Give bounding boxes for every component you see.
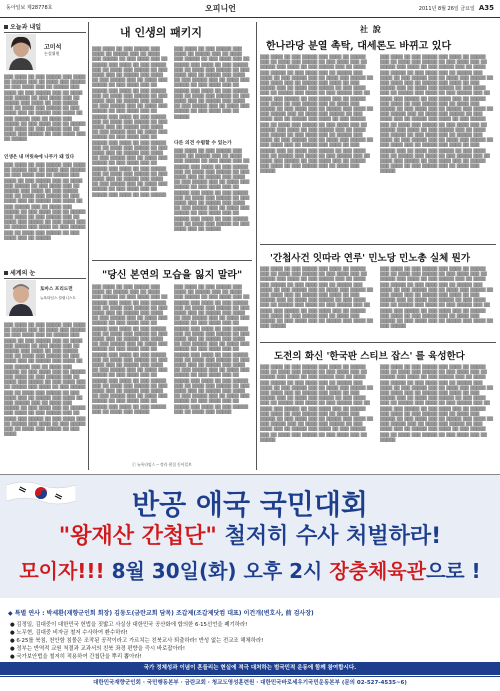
article2-title: "당신 본연의 모습을 잃지 말라" (102, 270, 243, 281)
editorial3-body-right: ▒▒▒ ▒▒▒▒ ▒▒ ▒▒▒ ▒▒▒▒▒ ▒▒▒ ▒▒▒▒ ▒▒ ▒▒▒▒▒ ▒▒▒ ▒▒ ▒▒▒▒ ▒▒▒ ▒▒▒▒▒ ▒▒ ▒▒▒ ▒▒▒▒ ▒▒▒ ▒▒ ▒▒▒▒▒ ▒▒▒ ▒▒▒▒ ▒▒ ▒▒▒ ▒▒▒▒▒ ▒▒▒ ▒▒ ▒▒▒▒ ▒▒▒ ▒▒▒▒▒ ▒▒ ▒▒▒ ▒▒▒▒ ▒▒▒ ▒▒ ▒▒▒▒▒ ▒▒▒ ▒▒▒▒ ▒▒ ▒▒▒ ▒▒▒▒▒ ▒▒▒ ▒▒ ▒▒▒▒ ▒▒▒ ▒▒▒▒▒ ▒▒ ▒▒▒ ▒▒▒▒ ▒▒▒ ▒▒ ▒▒▒▒▒ ▒▒▒ ▒▒▒▒ ▒▒ ▒▒▒ ▒▒▒▒▒ ▒▒▒ ▒▒ ▒▒▒▒ ▒▒▒ ▒▒▒▒▒ ▒▒ ▒▒▒ ▒▒▒▒ ▒▒▒ ▒▒ ▒▒▒▒▒ ▒▒▒ ▒▒▒▒ ▒▒ ▒▒▒ ▒▒▒▒▒ ▒▒▒ ▒▒ ▒▒▒▒ ▒▒▒ ▒▒▒▒▒ ▒▒ ▒▒▒ ▒▒▒▒ ▒▒▒ ▒▒ ▒▒▒▒▒ ▒▒▒ ▒▒▒▒ ▒▒ ▒▒▒ ▒▒▒▒▒ ▒▒▒ ▒▒ ▒▒▒▒ ▒▒▒ ▒▒▒▒▒ ▒▒ ▒▒▒ ▒▒▒▒ ▒▒▒ ▒▒ ▒▒▒▒▒ ▒▒▒ ▒▒▒▒ ▒▒ ▒▒▒ ▒▒▒▒▒ ▒▒▒ ▒▒ ▒▒▒▒ ▒▒▒ ▒▒▒▒▒ ▒▒ ▒▒▒ ▒▒▒▒ ▒▒▒ ▒▒ ▒▒▒▒▒ ▒▒▒ ▒▒▒▒ ▒▒ ▒▒▒ ▒▒▒▒▒ ▒▒▒ ▒▒ ▒▒▒▒ ▒▒▒ ▒▒▒▒▒ ▒▒ ▒▒▒ ▒▒▒▒ ▒▒▒ ▒▒ ▒▒▒▒▒ (380, 364, 493, 442)
editorial-divider-2 (260, 342, 496, 343)
column2-label: 세계의 눈 (4, 268, 86, 279)
author2-name: 토마스 프리드먼 (40, 287, 73, 292)
editorial-label: 社 說 (360, 24, 382, 34)
masthead-left: 동아일보 제28778호 (6, 5, 53, 11)
call-highlight: 모이자!!! (19, 559, 105, 583)
section-title: 오피니언 (205, 4, 236, 13)
article1-body-right-bottom: ▒▒▒ ▒▒▒▒ ▒▒ ▒▒▒ ▒▒▒▒▒ ▒▒▒ ▒▒▒▒ ▒▒ ▒▒▒▒▒ ▒▒▒ ▒▒ ▒▒▒▒ ▒▒▒ ▒▒▒▒▒ ▒▒ ▒▒▒ ▒▒▒▒ ▒▒▒ ▒▒ ▒▒▒▒▒ ▒▒▒ ▒▒▒▒ ▒▒ ▒▒▒ ▒▒▒▒▒ ▒▒▒ ▒▒ ▒▒▒▒ ▒▒▒ ▒▒▒▒▒ ▒▒ ▒▒▒ ▒▒▒▒ ▒▒▒ ▒▒ ▒▒▒▒▒ ▒▒▒ ▒▒▒▒ ▒▒ ▒▒▒ ▒▒▒▒▒ ▒▒▒ ▒▒ ▒▒▒▒ ▒▒▒ ▒▒▒▒▒ ▒▒ ▒▒▒ ▒▒▒▒ ▒▒▒ ▒▒ ▒▒▒▒▒ ▒▒▒ ▒▒▒▒ ▒▒ ▒▒▒ ▒▒▒▒▒ ▒▒▒ ▒▒ ▒▒▒▒ ▒▒▒ ▒▒▒▒▒ ▒▒ ▒▒▒ ▒▒▒▒ ▒▒▒ ▒▒ ▒▒▒▒▒ ▒▒▒ ▒▒▒▒ ▒▒ ▒▒▒ ▒▒▒▒▒ ▒▒▒ ▒▒ ▒▒▒▒ ▒▒▒ ▒▒▒▒▒ ▒▒ ▒▒▒ ▒▒▒▒ ▒▒▒ ▒▒ ▒▒▒▒▒ ▒▒▒ ▒▒▒▒ ▒▒ ▒▒▒ ▒▒▒▒▒ ▒▒▒ ▒▒ ▒▒▒▒ ▒▒▒ ▒▒▒▒▒ ▒▒ ▒▒▒ ▒▒▒▒ ▒▒▒ ▒▒ ▒▒▒▒▒ (174, 148, 250, 232)
rally-advertisement (0, 474, 500, 691)
editorial3-title: 도전의 화신 '한국판 스티브 잡스' 를 육성한다 (274, 351, 465, 362)
column-label: 오늘과 내일 (4, 22, 86, 33)
editorial2-title: '간첩사건 잇따라 연루' 민노당 민노총 실체 뭔가 (270, 253, 471, 264)
call-end: 으로 ! (425, 559, 481, 583)
author-name: 고미석 (44, 44, 62, 51)
bullet-2: ● 노무현, 김대중 비자금 철저 수사하여 환수하라! (10, 630, 128, 636)
editorial-section (260, 22, 496, 472)
column-body-1: ▒▒▒ ▒▒▒▒ ▒▒ ▒▒▒ ▒▒▒▒▒ ▒▒▒ ▒▒▒▒ ▒▒ ▒▒▒▒▒ ▒▒▒ ▒▒ ▒▒▒▒ ▒▒▒ ▒▒▒▒▒ ▒▒ ▒▒▒ ▒▒▒▒ ▒▒▒ ▒▒ ▒▒▒▒▒ ▒▒▒ ▒▒▒▒ ▒▒ ▒▒▒ ▒▒▒▒▒ ▒▒▒ ▒▒ ▒▒▒▒ ▒▒▒ ▒▒▒▒▒ ▒▒ ▒▒▒ ▒▒▒▒ ▒▒▒ ▒▒ ▒▒▒▒▒ ▒▒▒ ▒▒▒▒ ▒▒ ▒▒▒ ▒▒▒▒▒ ▒▒▒ ▒▒ ▒▒▒▒ ▒▒▒ ▒▒▒▒▒ ▒▒ ▒▒▒ ▒▒▒▒ ▒▒▒ ▒▒ ▒▒▒▒▒ ▒▒▒ ▒▒▒▒ ▒▒ ▒▒▒ ▒▒▒▒▒ ▒▒▒ ▒▒ ▒▒▒▒ ▒▒▒ ▒▒▒▒▒ ▒▒ ▒▒▒ ▒▒▒▒ ▒▒▒ ▒▒ ▒▒▒▒▒ ▒▒▒ ▒▒▒▒ ▒▒ ▒▒▒ ▒▒▒▒▒ ▒▒▒ ▒▒ ▒▒▒▒ ▒▒▒ ▒▒▒▒▒ ▒▒ ▒▒▒ ▒▒▒▒ ▒▒▒ ▒▒ ▒▒▒▒▒ (4, 74, 86, 142)
article1-body-left: ▒▒▒ ▒▒▒▒ ▒▒ ▒▒▒ ▒▒▒▒▒ ▒▒▒ ▒▒▒▒ ▒▒ ▒▒▒▒▒ ▒▒▒ ▒▒ ▒▒▒▒ ▒▒▒ ▒▒▒▒▒ ▒▒ ▒▒▒ ▒▒▒▒ ▒▒▒ ▒▒ ▒▒▒▒▒ ▒▒▒ ▒▒▒▒ ▒▒ ▒▒▒ ▒▒▒▒▒ ▒▒▒ ▒▒ ▒▒▒▒ ▒▒▒ ▒▒▒▒▒ ▒▒ ▒▒▒ ▒▒▒▒ ▒▒▒ ▒▒ ▒▒▒▒▒ ▒▒▒ ▒▒▒▒ ▒▒ ▒▒▒ ▒▒▒▒▒ ▒▒▒ ▒▒ ▒▒▒▒ ▒▒▒ ▒▒▒▒▒ ▒▒ ▒▒▒ ▒▒▒▒ ▒▒▒ ▒▒ ▒▒▒▒▒ ▒▒▒ ▒▒▒▒ ▒▒ ▒▒▒ ▒▒▒▒▒ ▒▒▒ ▒▒ ▒▒▒▒ ▒▒▒ ▒▒▒▒▒ ▒▒ ▒▒▒ ▒▒▒▒ ▒▒▒ ▒▒ ▒▒▒▒▒ ▒▒▒ ▒▒▒▒ ▒▒ ▒▒▒ ▒▒▒▒▒ ▒▒▒ ▒▒ ▒▒▒▒ ▒▒▒ ▒▒▒▒▒ ▒▒ ▒▒▒ ▒▒▒▒ ▒▒▒ ▒▒ ▒▒▒▒▒ ▒▒▒ ▒▒▒▒ ▒▒ ▒▒▒ ▒▒▒▒▒ ▒▒▒ ▒▒ ▒▒▒▒ ▒▒▒ ▒▒▒▒▒ ▒▒ ▒▒▒ ▒▒▒▒ ▒▒▒ ▒▒ ▒▒▒▒▒ ▒▒▒ ▒▒▒▒ ▒▒ ▒▒▒ ▒▒▒▒▒ ▒▒▒ ▒▒ ▒▒▒▒ ▒▒▒ ▒▒▒▒▒ ▒▒ ▒▒▒ ▒▒▒▒ ▒▒▒ ▒▒ ▒▒▒▒▒ ▒▒▒ ▒▒▒▒ ▒▒ ▒▒▒ ▒▒▒▒▒ ▒▒▒ ▒▒ ▒▒▒▒ ▒▒▒ ▒▒▒▒▒ ▒▒ ▒▒▒ ▒▒▒▒ ▒▒▒ ▒▒ ▒▒▒▒▒ ▒▒▒ ▒▒▒▒ ▒▒ ▒▒▒ ▒▒▒▒▒ ▒▒▒ ▒▒ ▒▒▒▒ ▒▒▒ ▒▒▒▒▒ ▒▒ ▒▒▒ ▒▒▒▒ ▒▒▒ ▒▒ ▒▒▒▒▒ ▒▒▒ ▒▒▒▒ ▒▒ ▒▒▒ ▒▒▒▒▒ ▒▒▒ ▒▒ ▒▒▒▒ ▒▒▒ ▒▒▒▒▒ ▒▒ ▒▒▒ ▒▒▒▒ ▒▒▒ ▒▒ ▒▒▒▒▒ ▒▒▒ ▒▒▒▒ ▒▒ ▒▒▒ ▒▒▒▒▒ ▒▒▒ ▒▒ ▒▒▒▒ ▒▒▒ ▒▒▒▒▒ ▒▒ ▒▒▒ ▒▒▒▒ ▒▒▒ ▒▒ ▒▒▒▒▒ ▒▒▒ ▒▒▒▒ ▒▒ ▒▒▒ ▒▒▒▒▒ (92, 46, 168, 197)
editorial-divider-1 (260, 244, 496, 245)
editorial1-body-right: ▒▒▒ ▒▒▒▒ ▒▒ ▒▒▒ ▒▒▒▒▒ ▒▒▒ ▒▒▒▒ ▒▒ ▒▒▒▒▒ ▒▒▒ ▒▒ ▒▒▒▒ ▒▒▒ ▒▒▒▒▒ ▒▒ ▒▒▒ ▒▒▒▒ ▒▒▒ ▒▒ ▒▒▒▒▒ ▒▒▒ ▒▒▒▒ ▒▒ ▒▒▒ ▒▒▒▒▒ ▒▒▒ ▒▒ ▒▒▒▒ ▒▒▒ ▒▒▒▒▒ ▒▒ ▒▒▒ ▒▒▒▒ ▒▒▒ ▒▒ ▒▒▒▒▒ ▒▒▒ ▒▒▒▒ ▒▒ ▒▒▒ ▒▒▒▒▒ ▒▒▒ ▒▒ ▒▒▒▒ ▒▒▒ ▒▒▒▒▒ ▒▒ ▒▒▒ ▒▒▒▒ ▒▒▒ ▒▒ ▒▒▒▒▒ ▒▒▒ ▒▒▒▒ ▒▒ ▒▒▒ ▒▒▒▒▒ ▒▒▒ ▒▒ ▒▒▒▒ ▒▒▒ ▒▒▒▒▒ ▒▒ ▒▒▒ ▒▒▒▒ ▒▒▒ ▒▒ ▒▒▒▒▒ ▒▒▒ ▒▒▒▒ ▒▒ ▒▒▒ ▒▒▒▒▒ ▒▒▒ ▒▒ ▒▒▒▒ ▒▒▒ ▒▒▒▒▒ ▒▒ ▒▒▒ ▒▒▒▒ ▒▒▒ ▒▒ ▒▒▒▒▒ ▒▒▒ ▒▒▒▒ ▒▒ ▒▒▒ ▒▒▒▒▒ ▒▒▒ ▒▒ ▒▒▒▒ ▒▒▒ ▒▒▒▒▒ ▒▒ ▒▒▒ ▒▒▒▒ ▒▒▒ ▒▒ ▒▒▒▒▒ ▒▒▒ ▒▒▒▒ ▒▒ ▒▒▒ ▒▒▒▒▒ ▒▒▒ ▒▒ ▒▒▒▒ ▒▒▒ ▒▒▒▒▒ ▒▒ ▒▒▒ ▒▒▒▒ ▒▒▒ ▒▒ ▒▒▒▒▒ ▒▒▒ ▒▒▒▒ ▒▒ ▒▒▒ ▒▒▒▒▒ ▒▒▒ ▒▒ ▒▒▒▒ ▒▒▒ ▒▒▒▒▒ ▒▒ ▒▒▒ ▒▒▒▒ ▒▒▒ ▒▒ ▒▒▒▒▒ ▒▒▒ ▒▒▒▒ ▒▒ ▒▒▒ ▒▒▒▒▒ ▒▒▒ ▒▒ ▒▒▒▒ ▒▒▒ ▒▒▒▒▒ ▒▒ ▒▒▒ ▒▒▒▒ ▒▒▒ ▒▒ ▒▒▒▒▒ ▒▒▒ ▒▒▒▒ ▒▒ ▒▒▒ ▒▒▒▒▒ ▒▒▒ ▒▒ ▒▒▒▒ ▒▒▒ ▒▒▒▒▒ ▒▒ ▒▒▒ ▒▒▒▒ ▒▒▒ ▒▒ ▒▒▒▒▒ ▒▒▒ ▒▒▒▒ ▒▒ ▒▒▒ ▒▒▒▒▒ ▒▒▒ ▒▒ ▒▒▒▒ ▒▒▒ ▒▒▒▒▒ ▒▒ ▒▒▒ ▒▒▒▒ ▒▒▒ ▒▒ ▒▒▒▒▒ ▒▒▒ ▒▒▒▒ ▒▒ ▒▒▒ ▒▒▒▒▒ ▒▒▒ ▒▒ ▒▒▒▒ ▒▒▒ ▒▒▒▒▒ ▒▒ ▒▒▒ ▒▒▒▒ ▒▒▒ ▒▒ ▒▒▒▒▒ ▒▒▒ ▒▒▒▒ ▒▒ ▒▒▒ ▒▒▒▒▒ ▒▒▒ ▒▒ ▒▒▒▒ ▒▒▒ ▒▒▒▒▒ (380, 54, 493, 174)
article1-subhead: 다른 의견 수렴할 수 있는가 (174, 140, 232, 146)
column2-body: ▒▒▒ ▒▒▒▒ ▒▒ ▒▒▒ ▒▒▒▒▒ ▒▒▒ ▒▒▒▒ ▒▒ ▒▒▒▒▒ ▒▒▒ ▒▒ ▒▒▒▒ ▒▒▒ ▒▒▒▒▒ ▒▒ ▒▒▒ ▒▒▒▒ ▒▒▒ ▒▒ ▒▒▒▒▒ ▒▒▒ ▒▒▒▒ ▒▒ ▒▒▒ ▒▒▒▒▒ ▒▒▒ ▒▒ ▒▒▒▒ ▒▒▒ ▒▒▒▒▒ ▒▒ ▒▒▒ ▒▒▒▒ ▒▒▒ ▒▒ ▒▒▒▒▒ ▒▒▒ ▒▒▒▒ ▒▒ ▒▒▒ ▒▒▒▒▒ ▒▒▒ ▒▒ ▒▒▒▒ ▒▒▒ ▒▒▒▒▒ ▒▒ ▒▒▒ ▒▒▒▒ ▒▒▒ ▒▒ ▒▒▒▒▒ ▒▒▒ ▒▒▒▒ ▒▒ ▒▒▒ ▒▒▒▒▒ ▒▒▒ ▒▒ ▒▒▒▒ ▒▒▒ ▒▒▒▒▒ ▒▒ ▒▒▒ ▒▒▒▒ ▒▒▒ ▒▒ ▒▒▒▒▒ ▒▒▒ ▒▒▒▒ ▒▒ ▒▒▒ ▒▒▒▒▒ ▒▒▒ ▒▒ ▒▒▒▒ ▒▒▒ ▒▒▒▒▒ ▒▒ ▒▒▒ ▒▒▒▒ ▒▒▒ ▒▒ ▒▒▒▒▒ ▒▒▒ ▒▒▒▒ ▒▒ ▒▒▒ ▒▒▒▒▒ ▒▒▒ ▒▒ ▒▒▒▒ ▒▒▒ ▒▒▒▒▒ ▒▒ ▒▒▒ ▒▒▒▒ ▒▒▒ ▒▒ ▒▒▒▒▒ ▒▒▒ ▒▒▒▒ ▒▒ ▒▒▒ ▒▒▒▒▒ ▒▒▒ ▒▒ ▒▒▒▒ ▒▒▒ ▒▒▒▒▒ ▒▒ ▒▒▒ ▒▒▒▒ ▒▒▒ ▒▒ ▒▒▒▒▒ ▒▒▒ ▒▒▒▒ ▒▒ ▒▒▒ ▒▒▒▒▒ ▒▒▒ ▒▒ ▒▒▒▒ ▒▒▒ ▒▒▒▒▒ ▒▒ ▒▒▒ ▒▒▒▒ ▒▒▒ ▒▒ ▒▒▒▒▒ ▒▒▒ ▒▒▒▒ ▒▒ ▒▒▒ ▒▒▒▒▒ ▒▒▒ ▒▒ ▒▒▒▒ ▒▒▒ ▒▒▒▒▒ ▒▒ ▒▒▒ ▒▒▒▒ (4, 322, 86, 437)
author2-photo (6, 280, 36, 316)
page-number: A35 (478, 4, 494, 12)
column-main-opinion (92, 22, 252, 472)
column-body-2: ▒▒▒ ▒▒▒▒ ▒▒ ▒▒▒ ▒▒▒▒▒ ▒▒▒ ▒▒▒▒ ▒▒ ▒▒▒▒▒ ▒▒▒ ▒▒ ▒▒▒▒ ▒▒▒ ▒▒▒▒▒ ▒▒ ▒▒▒ ▒▒▒▒ ▒▒▒ ▒▒ ▒▒▒▒▒ ▒▒▒ ▒▒▒▒ ▒▒ ▒▒▒ ▒▒▒▒▒ ▒▒▒ ▒▒ ▒▒▒▒ ▒▒▒ ▒▒▒▒▒ ▒▒ ▒▒▒ ▒▒▒▒ ▒▒▒ ▒▒ ▒▒▒▒▒ ▒▒▒ ▒▒▒▒ ▒▒ ▒▒▒ ▒▒▒▒▒ ▒▒▒ ▒▒ ▒▒▒▒ ▒▒▒ ▒▒▒▒▒ ▒▒ ▒▒▒ ▒▒▒▒ ▒▒▒ ▒▒ ▒▒▒▒▒ ▒▒▒ ▒▒▒▒ ▒▒ ▒▒▒ ▒▒▒▒▒ ▒▒▒ ▒▒ ▒▒▒▒ ▒▒▒ ▒▒▒▒▒ ▒▒ ▒▒▒ ▒▒▒▒ ▒▒▒ ▒▒ ▒▒▒▒▒ ▒▒▒ ▒▒▒▒ ▒▒ ▒▒▒ ▒▒▒▒▒ ▒▒▒ ▒▒ ▒▒▒▒ ▒▒▒ ▒▒▒▒▒ ▒▒ ▒▒▒ ▒▒▒▒ ▒▒▒ ▒▒ ▒▒▒▒▒ ▒▒▒ ▒▒▒▒ ▒▒ ▒▒▒ ▒▒▒▒▒ ▒▒▒ ▒▒ ▒▒▒▒ ▒▒▒ ▒▒▒▒▒ ▒▒ ▒▒▒ ▒▒▒▒ ▒▒▒ ▒▒ ▒▒▒▒▒ (4, 162, 86, 240)
call-date: 8월 30일(화) 오후 2시 (104, 559, 330, 583)
editorial1-body-left: ▒▒▒ ▒▒▒▒ ▒▒ ▒▒▒ ▒▒▒▒▒ ▒▒▒ ▒▒▒▒ ▒▒ ▒▒▒▒▒ ▒▒▒ ▒▒ ▒▒▒▒ ▒▒▒ ▒▒▒▒▒ ▒▒ ▒▒▒ ▒▒▒▒ ▒▒▒ ▒▒ ▒▒▒▒▒ ▒▒▒ ▒▒▒▒ ▒▒ ▒▒▒ ▒▒▒▒▒ ▒▒▒ ▒▒ ▒▒▒▒ ▒▒▒ ▒▒▒▒▒ ▒▒ ▒▒▒ ▒▒▒▒ ▒▒▒ ▒▒ ▒▒▒▒▒ ▒▒▒ ▒▒▒▒ ▒▒ ▒▒▒ ▒▒▒▒▒ ▒▒▒ ▒▒ ▒▒▒▒ ▒▒▒ ▒▒▒▒▒ ▒▒ ▒▒▒ ▒▒▒▒ ▒▒▒ ▒▒ ▒▒▒▒▒ ▒▒▒ ▒▒▒▒ ▒▒ ▒▒▒ ▒▒▒▒▒ ▒▒▒ ▒▒ ▒▒▒▒ ▒▒▒ ▒▒▒▒▒ ▒▒ ▒▒▒ ▒▒▒▒ ▒▒▒ ▒▒ ▒▒▒▒▒ ▒▒▒ ▒▒▒▒ ▒▒ ▒▒▒ ▒▒▒▒▒ ▒▒▒ ▒▒ ▒▒▒▒ ▒▒▒ ▒▒▒▒▒ ▒▒ ▒▒▒ ▒▒▒▒ ▒▒▒ ▒▒ ▒▒▒▒▒ ▒▒▒ ▒▒▒▒ ▒▒ ▒▒▒ ▒▒▒▒▒ ▒▒▒ ▒▒ ▒▒▒▒ ▒▒▒ ▒▒▒▒▒ ▒▒ ▒▒▒ ▒▒▒▒ ▒▒▒ ▒▒ ▒▒▒▒▒ ▒▒▒ ▒▒▒▒ ▒▒ ▒▒▒ ▒▒▒▒▒ ▒▒▒ ▒▒ ▒▒▒▒ ▒▒▒ ▒▒▒▒▒ ▒▒ ▒▒▒ ▒▒▒▒ ▒▒▒ ▒▒ ▒▒▒▒▒ ▒▒▒ ▒▒▒▒ ▒▒ ▒▒▒ ▒▒▒▒▒ ▒▒▒ ▒▒ ▒▒▒▒ ▒▒▒ ▒▒▒▒▒ ▒▒ ▒▒▒ ▒▒▒▒ ▒▒▒ ▒▒ ▒▒▒▒▒ ▒▒▒ ▒▒▒▒ ▒▒ ▒▒▒ ▒▒▒▒▒ ▒▒▒ ▒▒ ▒▒▒▒ ▒▒▒ ▒▒▒▒▒ ▒▒ ▒▒▒ ▒▒▒▒ ▒▒▒ ▒▒ ▒▒▒▒▒ ▒▒▒ ▒▒▒▒ ▒▒ ▒▒▒ ▒▒▒▒▒ ▒▒▒ ▒▒ ▒▒▒▒ ▒▒▒ ▒▒▒▒▒ ▒▒ ▒▒▒ ▒▒▒▒ ▒▒▒ ▒▒ ▒▒▒▒▒ ▒▒▒ ▒▒▒▒ ▒▒ ▒▒▒ ▒▒▒▒▒ ▒▒▒ ▒▒ ▒▒▒▒ ▒▒▒ ▒▒▒▒▒ ▒▒ ▒▒▒ ▒▒▒▒ ▒▒▒ ▒▒ ▒▒▒▒▒ ▒▒▒ ▒▒▒▒ ▒▒ ▒▒▒ ▒▒▒▒▒ ▒▒▒ ▒▒ ▒▒▒▒ ▒▒▒ ▒▒▒▒▒ ▒▒ ▒▒▒ ▒▒▒▒ ▒▒▒ ▒▒ ▒▒▒▒▒ ▒▒▒ ▒▒▒▒ ▒▒ ▒▒▒ ▒▒▒▒▒ ▒▒▒ ▒▒ ▒▒▒▒ ▒▒▒ ▒▒▒▒▒ (260, 54, 373, 174)
article1-title: 내 인생의 패키지 (120, 26, 203, 39)
issue-date: 2011년 8월 26일 금요일 (418, 6, 475, 12)
rally-title: 반공 애국 국민대회 (132, 488, 368, 521)
banner-footer-slogan: 국가 정체성과 이념이 흔들리는 현실에 적극 대처하는 범국민적 운동에 함께 참여합시다. (0, 662, 500, 675)
call-place: 장충체육관 (329, 559, 426, 583)
banner-footer-organizers: 대한민국재향군인회 · 국민행동본부 · 금란교회 · 청교도영성훈련원 · 대한민국바로세우기국민운동본부 (문의 02-527-4535~6) (0, 676, 500, 689)
slogan-rest: 철저히 수사 처벌하라! (216, 524, 442, 549)
slogan-highlight: "왕재산 간첩단" (58, 524, 217, 549)
speakers-line: ◆ 특별 연사 : 박세환(재향군인회 회장) 김동도(금란교회 담목) 조갑제(조갑제닷컴 대표) 이건개(변호사, 前 검사장) (8, 610, 314, 617)
column-subhead: 인생은 내 머릿속에 나무가 돼 있다 (4, 155, 75, 160)
banner-headline-area (0, 474, 500, 598)
banner-details (0, 598, 500, 691)
article2-body-right: ▒▒▒ ▒▒▒▒ ▒▒ ▒▒▒ ▒▒▒▒▒ ▒▒▒ ▒▒▒▒ ▒▒ ▒▒▒▒▒ ▒▒▒ ▒▒ ▒▒▒▒ ▒▒▒ ▒▒▒▒▒ ▒▒ ▒▒▒ ▒▒▒▒ ▒▒▒ ▒▒ ▒▒▒▒▒ ▒▒▒ ▒▒▒▒ ▒▒ ▒▒▒ ▒▒▒▒▒ ▒▒▒ ▒▒ ▒▒▒▒ ▒▒▒ ▒▒▒▒▒ ▒▒ ▒▒▒ ▒▒▒▒ ▒▒▒ ▒▒ ▒▒▒▒▒ ▒▒▒ ▒▒▒▒ ▒▒ ▒▒▒ ▒▒▒▒▒ ▒▒▒ ▒▒ ▒▒▒▒ ▒▒▒ ▒▒▒▒▒ ▒▒ ▒▒▒ ▒▒▒▒ ▒▒▒ ▒▒ ▒▒▒▒▒ ▒▒▒ ▒▒▒▒ ▒▒ ▒▒▒ ▒▒▒▒▒ ▒▒▒ ▒▒ ▒▒▒▒ ▒▒▒ ▒▒▒▒▒ ▒▒ ▒▒▒ ▒▒▒▒ ▒▒▒ ▒▒ ▒▒▒▒▒ ▒▒▒ ▒▒▒▒ ▒▒ ▒▒▒ ▒▒▒▒▒ ▒▒▒ ▒▒ ▒▒▒▒ ▒▒▒ ▒▒▒▒▒ ▒▒ ▒▒▒ ▒▒▒▒ ▒▒▒ ▒▒ ▒▒▒▒▒ ▒▒▒ ▒▒▒▒ ▒▒ ▒▒▒ ▒▒▒▒▒ ▒▒▒ ▒▒ ▒▒▒▒ ▒▒▒ ▒▒▒▒▒ ▒▒ ▒▒▒ ▒▒▒▒ ▒▒▒ ▒▒ ▒▒▒▒▒ ▒▒▒ ▒▒▒▒ ▒▒ ▒▒▒ ▒▒▒▒▒ ▒▒▒ ▒▒ ▒▒▒▒ ▒▒▒ ▒▒▒▒▒ ▒▒ ▒▒▒ ▒▒▒▒ ▒▒▒ ▒▒ ▒▒▒▒▒ ▒▒▒ ▒▒▒▒ ▒▒ ▒▒▒ ▒▒▒▒▒ ▒▒▒ ▒▒ ▒▒▒▒ ▒▒▒ ▒▒▒▒▒ ▒▒ ▒▒▒ ▒▒▒▒ ▒▒▒ ▒▒ ▒▒▒▒▒ ▒▒▒ ▒▒▒▒ ▒▒ ▒▒▒ ▒▒▒▒▒ ▒▒▒ ▒▒ ▒▒▒▒ ▒▒▒ ▒▒▒▒▒ ▒▒ ▒▒▒ ▒▒▒▒ ▒▒▒ ▒▒ ▒▒▒▒▒ ▒▒▒ ▒▒▒▒ ▒▒ ▒▒▒ ▒▒▒▒▒ ▒▒▒ ▒▒ ▒▒▒▒ ▒▒▒ ▒▒▒▒▒ (174, 284, 250, 414)
date-page (419, 4, 494, 12)
rally-call (0, 555, 500, 584)
bullet-4: ● 정부는 반역적 교원 척결과 교과서의 친북 좌경 편향을 즉시 바로잡아라! (10, 646, 186, 652)
bullet-3: ● 6·25를 북침, 천안함 침몰은 조작된 공작이라고 가르치는 친북교사 퇴출하라! 반성 없는 전교조 해체하라! (10, 638, 264, 644)
author-title: 논설위원 (44, 51, 60, 56)
column-today-tomorrow (4, 22, 86, 472)
editorial3-body-left: ▒▒▒ ▒▒▒▒ ▒▒ ▒▒▒ ▒▒▒▒▒ ▒▒▒ ▒▒▒▒ ▒▒ ▒▒▒▒▒ ▒▒▒ ▒▒ ▒▒▒▒ ▒▒▒ ▒▒▒▒▒ ▒▒ ▒▒▒ ▒▒▒▒ ▒▒▒ ▒▒ ▒▒▒▒▒ ▒▒▒ ▒▒▒▒ ▒▒ ▒▒▒ ▒▒▒▒▒ ▒▒▒ ▒▒ ▒▒▒▒ ▒▒▒ ▒▒▒▒▒ ▒▒ ▒▒▒ ▒▒▒▒ ▒▒▒ ▒▒ ▒▒▒▒▒ ▒▒▒ ▒▒▒▒ ▒▒ ▒▒▒ ▒▒▒▒▒ ▒▒▒ ▒▒ ▒▒▒▒ ▒▒▒ ▒▒▒▒▒ ▒▒ ▒▒▒ ▒▒▒▒ ▒▒▒ ▒▒ ▒▒▒▒▒ ▒▒▒ ▒▒▒▒ ▒▒ ▒▒▒ ▒▒▒▒▒ ▒▒▒ ▒▒ ▒▒▒▒ ▒▒▒ ▒▒▒▒▒ ▒▒ ▒▒▒ ▒▒▒▒ ▒▒▒ ▒▒ ▒▒▒▒▒ ▒▒▒ ▒▒▒▒ ▒▒ ▒▒▒ ▒▒▒▒▒ ▒▒▒ ▒▒ ▒▒▒▒ ▒▒▒ ▒▒▒▒▒ ▒▒ ▒▒▒ ▒▒▒▒ ▒▒▒ ▒▒ ▒▒▒▒▒ ▒▒▒ ▒▒▒▒ ▒▒ ▒▒▒ ▒▒▒▒▒ ▒▒▒ ▒▒ ▒▒▒▒ ▒▒▒ ▒▒▒▒▒ ▒▒ ▒▒▒ ▒▒▒▒ ▒▒▒ ▒▒ ▒▒▒▒▒ ▒▒▒ ▒▒▒▒ ▒▒ ▒▒▒ ▒▒▒▒▒ ▒▒▒ ▒▒ ▒▒▒▒ ▒▒▒ ▒▒▒▒▒ ▒▒ ▒▒▒ ▒▒▒▒ ▒▒▒ ▒▒ ▒▒▒▒▒ ▒▒▒ ▒▒▒▒ ▒▒ ▒▒▒ ▒▒▒▒▒ ▒▒▒ ▒▒ ▒▒▒▒ ▒▒▒ ▒▒▒▒▒ ▒▒ ▒▒▒ ▒▒▒▒ ▒▒▒ ▒▒ ▒▒▒▒▒ (260, 364, 373, 442)
article2-credit: ⓒ 뉴욕타임스 ─ 정리·편집 동아일보 (132, 462, 192, 467)
article2-body-left: ▒▒▒ ▒▒▒▒ ▒▒ ▒▒▒ ▒▒▒▒▒ ▒▒▒ ▒▒▒▒ ▒▒ ▒▒▒▒▒ ▒▒▒ ▒▒ ▒▒▒▒ ▒▒▒ ▒▒▒▒▒ ▒▒ ▒▒▒ ▒▒▒▒ ▒▒▒ ▒▒ ▒▒▒▒▒ ▒▒▒ ▒▒▒▒ ▒▒ ▒▒▒ ▒▒▒▒▒ ▒▒▒ ▒▒ ▒▒▒▒ ▒▒▒ ▒▒▒▒▒ ▒▒ ▒▒▒ ▒▒▒▒ ▒▒▒ ▒▒ ▒▒▒▒▒ ▒▒▒ ▒▒▒▒ ▒▒ ▒▒▒ ▒▒▒▒▒ ▒▒▒ ▒▒ ▒▒▒▒ ▒▒▒ ▒▒▒▒▒ ▒▒ ▒▒▒ ▒▒▒▒ ▒▒▒ ▒▒ ▒▒▒▒▒ ▒▒▒ ▒▒▒▒ ▒▒ ▒▒▒ ▒▒▒▒▒ ▒▒▒ ▒▒ ▒▒▒▒ ▒▒▒ ▒▒▒▒▒ ▒▒ ▒▒▒ ▒▒▒▒ ▒▒▒ ▒▒ ▒▒▒▒▒ ▒▒▒ ▒▒▒▒ ▒▒ ▒▒▒ ▒▒▒▒▒ ▒▒▒ ▒▒ ▒▒▒▒ ▒▒▒ ▒▒▒▒▒ ▒▒ ▒▒▒ ▒▒▒▒ ▒▒▒ ▒▒ ▒▒▒▒▒ ▒▒▒ ▒▒▒▒ ▒▒ ▒▒▒ ▒▒▒▒▒ ▒▒▒ ▒▒ ▒▒▒▒ ▒▒▒ ▒▒▒▒▒ ▒▒ ▒▒▒ ▒▒▒▒ ▒▒▒ ▒▒ ▒▒▒▒▒ ▒▒▒ ▒▒▒▒ ▒▒ ▒▒▒ ▒▒▒▒▒ ▒▒▒ ▒▒ ▒▒▒▒ ▒▒▒ ▒▒▒▒▒ ▒▒ ▒▒▒ ▒▒▒▒ ▒▒▒ ▒▒ ▒▒▒▒▒ ▒▒▒ ▒▒▒▒ ▒▒ ▒▒▒ ▒▒▒▒▒ ▒▒▒ ▒▒ ▒▒▒▒ ▒▒▒ ▒▒▒▒▒ ▒▒ ▒▒▒ ▒▒▒▒ ▒▒▒ ▒▒ ▒▒▒▒▒ ▒▒▒ ▒▒▒▒ ▒▒ ▒▒▒ ▒▒▒▒▒ ▒▒▒ ▒▒ ▒▒▒▒ ▒▒▒ ▒▒▒▒▒ ▒▒ ▒▒▒ ▒▒▒▒ ▒▒▒ ▒▒ ▒▒▒▒▒ ▒▒▒ ▒▒▒▒ ▒▒ ▒▒▒ ▒▒▒▒▒ ▒▒▒ ▒▒ ▒▒▒▒ ▒▒▒ ▒▒▒▒▒ (92, 284, 168, 414)
article1-body-right-top: ▒▒▒ ▒▒▒▒ ▒▒ ▒▒▒ ▒▒▒▒▒ ▒▒▒ ▒▒▒▒ ▒▒ ▒▒▒▒▒ ▒▒▒ ▒▒ ▒▒▒▒ ▒▒▒ ▒▒▒▒▒ ▒▒ ▒▒▒ ▒▒▒▒ ▒▒▒ ▒▒ ▒▒▒▒▒ ▒▒▒ ▒▒▒▒ ▒▒ ▒▒▒ ▒▒▒▒▒ ▒▒▒ ▒▒ ▒▒▒▒ ▒▒▒ ▒▒▒▒▒ ▒▒ ▒▒▒ ▒▒▒▒ ▒▒▒ ▒▒ ▒▒▒▒▒ ▒▒▒ ▒▒▒▒ ▒▒ ▒▒▒ ▒▒▒▒▒ ▒▒▒ ▒▒ ▒▒▒▒ ▒▒▒ ▒▒▒▒▒ ▒▒ ▒▒▒ ▒▒▒▒ ▒▒▒ ▒▒ ▒▒▒▒▒ ▒▒▒ ▒▒▒▒ ▒▒ ▒▒▒ ▒▒▒▒▒ ▒▒▒ ▒▒ ▒▒▒▒ ▒▒▒ ▒▒▒▒▒ ▒▒ ▒▒▒ ▒▒▒▒ ▒▒▒ ▒▒ ▒▒▒▒▒ ▒▒▒ ▒▒▒▒ ▒▒ ▒▒▒ ▒▒▒▒▒ ▒▒▒ ▒▒ ▒▒▒▒ ▒▒▒ ▒▒▒▒▒ ▒▒ ▒▒▒ ▒▒▒▒ ▒▒▒ ▒▒ ▒▒▒▒▒ (174, 46, 250, 119)
editorial2-body-left: ▒▒▒ ▒▒▒▒ ▒▒ ▒▒▒ ▒▒▒▒▒ ▒▒▒ ▒▒▒▒ ▒▒ ▒▒▒▒▒ ▒▒▒ ▒▒ ▒▒▒▒ ▒▒▒ ▒▒▒▒▒ ▒▒ ▒▒▒ ▒▒▒▒ ▒▒▒ ▒▒ ▒▒▒▒▒ ▒▒▒ ▒▒▒▒ ▒▒ ▒▒▒ ▒▒▒▒▒ ▒▒▒ ▒▒ ▒▒▒▒ ▒▒▒ ▒▒▒▒▒ ▒▒ ▒▒▒ ▒▒▒▒ ▒▒▒ ▒▒ ▒▒▒▒▒ ▒▒▒ ▒▒▒▒ ▒▒ ▒▒▒ ▒▒▒▒▒ ▒▒▒ ▒▒ ▒▒▒▒ ▒▒▒ ▒▒▒▒▒ ▒▒ ▒▒▒ ▒▒▒▒ ▒▒▒ ▒▒ ▒▒▒▒▒ ▒▒▒ ▒▒▒▒ ▒▒ ▒▒▒ ▒▒▒▒▒ ▒▒▒ ▒▒ ▒▒▒▒ ▒▒▒ ▒▒▒▒▒ ▒▒ ▒▒▒ ▒▒▒▒ ▒▒▒ ▒▒ ▒▒▒▒▒ ▒▒▒ ▒▒▒▒ ▒▒ ▒▒▒ ▒▒▒▒▒ ▒▒▒ ▒▒ ▒▒▒▒ ▒▒▒ ▒▒▒▒▒ ▒▒ ▒▒▒ ▒▒▒▒ ▒▒▒ ▒▒ ▒▒▒▒▒ ▒▒▒ ▒▒▒▒ ▒▒ ▒▒▒ ▒▒▒▒▒ ▒▒▒ ▒▒ ▒▒▒▒ ▒▒▒ ▒▒▒▒▒ ▒▒ ▒▒▒ ▒▒▒▒ ▒▒▒ ▒▒ ▒▒▒▒▒ ▒▒▒ ▒▒▒▒ ▒▒ ▒▒▒ ▒▒▒▒▒ (260, 266, 373, 329)
author2-title: 뉴욕타임스 칼럼니스트 (40, 296, 76, 300)
author-photo (6, 34, 36, 70)
column-divider-2 (256, 22, 257, 470)
bullet-1: ● 김정일, 김대중이 대한민국 헌법을 짓밟고 사실상 대한민국 공산화에 합의한 6·15선언을 폐기하라! (10, 622, 248, 628)
rally-slogan (0, 519, 500, 550)
bullet-5: ● 국가보안법을 철저히 적용하여 간첩단을 뿌리 뽑아라! (10, 654, 142, 660)
column-divider-1 (88, 22, 89, 470)
article-divider (92, 260, 252, 261)
page-header (0, 0, 500, 18)
editorial1-title: 한나라당 분열 촉탁, 대세론도 바뀌고 있다 (266, 41, 452, 52)
editorial2-body-right: ▒▒▒ ▒▒▒▒ ▒▒ ▒▒▒ ▒▒▒▒▒ ▒▒▒ ▒▒▒▒ ▒▒ ▒▒▒▒▒ ▒▒▒ ▒▒ ▒▒▒▒ ▒▒▒ ▒▒▒▒▒ ▒▒ ▒▒▒ ▒▒▒▒ ▒▒▒ ▒▒ ▒▒▒▒▒ ▒▒▒ ▒▒▒▒ ▒▒ ▒▒▒ ▒▒▒▒▒ ▒▒▒ ▒▒ ▒▒▒▒ ▒▒▒ ▒▒▒▒▒ ▒▒ ▒▒▒ ▒▒▒▒ ▒▒▒ ▒▒ ▒▒▒▒▒ ▒▒▒ ▒▒▒▒ ▒▒ ▒▒▒ ▒▒▒▒▒ ▒▒▒ ▒▒ ▒▒▒▒ ▒▒▒ ▒▒▒▒▒ ▒▒ ▒▒▒ ▒▒▒▒ ▒▒▒ ▒▒ ▒▒▒▒▒ ▒▒▒ ▒▒▒▒ ▒▒ ▒▒▒ ▒▒▒▒▒ ▒▒▒ ▒▒ ▒▒▒▒ ▒▒▒ ▒▒▒▒▒ ▒▒ ▒▒▒ ▒▒▒▒ ▒▒▒ ▒▒ ▒▒▒▒▒ ▒▒▒ ▒▒▒▒ ▒▒ ▒▒▒ ▒▒▒▒▒ ▒▒▒ ▒▒ ▒▒▒▒ ▒▒▒ ▒▒▒▒▒ ▒▒ ▒▒▒ ▒▒▒▒ ▒▒▒ ▒▒ ▒▒▒▒▒ ▒▒▒ ▒▒▒▒ ▒▒ ▒▒▒ ▒▒▒▒▒ ▒▒▒ ▒▒ ▒▒▒▒ ▒▒▒ ▒▒▒▒▒ ▒▒ ▒▒▒ ▒▒▒▒ ▒▒▒ ▒▒ ▒▒▒▒▒ ▒▒▒ ▒▒▒▒ ▒▒ ▒▒▒ ▒▒▒▒▒ (380, 266, 493, 329)
